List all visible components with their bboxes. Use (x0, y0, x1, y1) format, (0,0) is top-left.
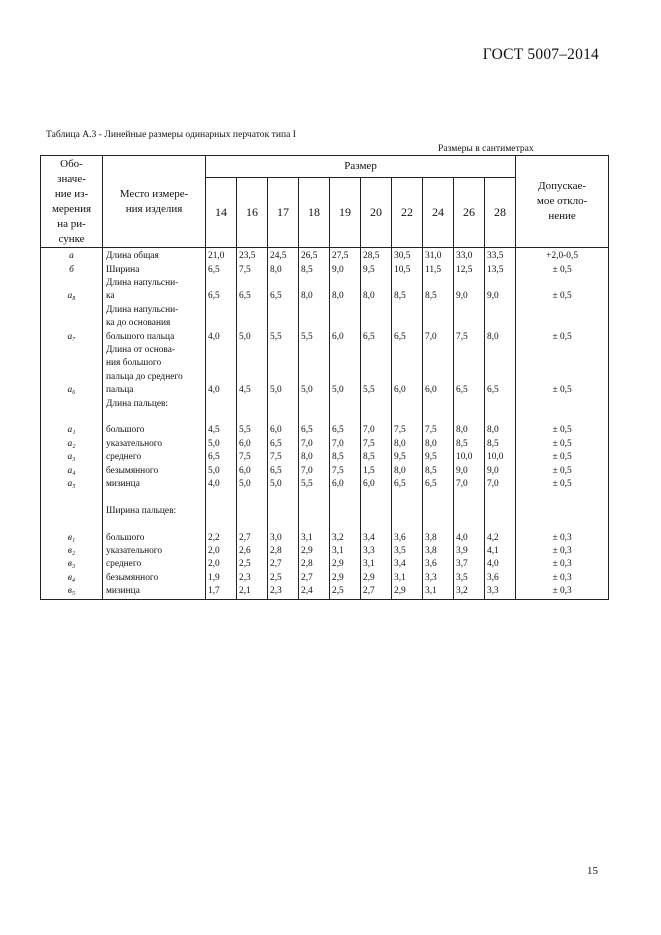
value-cell: 2,9 (392, 585, 423, 599)
value-cell: 7,0 (485, 478, 516, 491)
designation-cell: в₅ (41, 585, 103, 599)
value-cell (237, 505, 268, 518)
size-header: 26 (454, 178, 485, 248)
value-cell: 3,3 (361, 545, 392, 558)
size-header: 18 (299, 178, 330, 248)
value-cell: 3,6 (485, 572, 516, 585)
value-cell: 9,5 (392, 451, 423, 464)
value-cell: 10,5 (392, 264, 423, 277)
value-cell (423, 491, 454, 504)
size-header: 16 (237, 178, 268, 248)
place-cell: Длина напульсни- ка до основания большого пальца (103, 304, 206, 344)
value-cell: 2,1 (237, 585, 268, 599)
value-cell: 6,0 (237, 465, 268, 478)
value-cell (423, 411, 454, 424)
value-cell: 2,8 (299, 558, 330, 571)
value-cell: 6,0 (237, 438, 268, 451)
value-cell (454, 398, 485, 411)
tolerance-cell: ± 0,5 (516, 478, 609, 491)
size-header: 17 (268, 178, 299, 248)
value-cell (485, 491, 516, 504)
value-cell (392, 411, 423, 424)
designation-cell (41, 505, 103, 518)
place-cell: Ширина (103, 264, 206, 277)
value-cell (206, 398, 237, 411)
value-cell: 6,0 (330, 304, 361, 344)
value-cell: 2,5 (237, 558, 268, 571)
tolerance-cell: ± 0,3 (516, 572, 609, 585)
tolerance-cell: ± 0,5 (516, 304, 609, 344)
value-cell: 9,5 (423, 451, 454, 464)
designation-cell: а₈ (41, 277, 103, 304)
value-cell: 13,5 (485, 264, 516, 277)
designation-cell: в₂ (41, 545, 103, 558)
tolerance-cell (516, 411, 609, 424)
value-cell: 3,2 (330, 532, 361, 545)
value-cell: 7,0 (299, 438, 330, 451)
value-cell: 24,5 (268, 248, 299, 264)
value-cell: 6,5 (392, 304, 423, 344)
value-cell: 6,5 (206, 277, 237, 304)
value-cell: 10,0 (485, 451, 516, 464)
value-cell (299, 518, 330, 531)
tolerance-cell: +2,0-0,5 (516, 248, 609, 264)
value-cell: 6,0 (423, 344, 454, 398)
value-cell: 2,9 (361, 572, 392, 585)
value-cell: 5,5 (268, 304, 299, 344)
designation-cell: а₆ (41, 344, 103, 398)
place-cell: указательного (103, 438, 206, 451)
value-cell: 2,0 (206, 558, 237, 571)
value-cell (268, 491, 299, 504)
tolerance-cell (516, 505, 609, 518)
value-cell: 8,0 (361, 277, 392, 304)
value-cell: 6,0 (361, 478, 392, 491)
place-cell: Длина от основа- ния большого пальца до среднего пальца (103, 344, 206, 398)
table-row (41, 518, 609, 531)
place-cell: Длина напульсни- ка (103, 277, 206, 304)
designation-cell: а₂ (41, 438, 103, 451)
tolerance-cell (516, 518, 609, 531)
value-cell: 8,5 (330, 451, 361, 464)
value-cell (237, 518, 268, 531)
value-cell: 3,1 (361, 558, 392, 571)
designation-cell (41, 398, 103, 411)
value-cell (299, 411, 330, 424)
value-cell (485, 398, 516, 411)
value-cell: 6,5 (423, 478, 454, 491)
value-cell (454, 518, 485, 531)
value-cell: 3,2 (454, 585, 485, 599)
value-cell: 8,0 (392, 465, 423, 478)
standard-code: ГОСТ 5007–2014 (482, 46, 599, 63)
table-row (41, 248, 609, 264)
value-cell: 2,3 (237, 572, 268, 585)
value-cell: 7,5 (237, 451, 268, 464)
value-cell: 5,0 (206, 438, 237, 451)
value-cell: 2,4 (299, 585, 330, 599)
value-cell: 2,0 (206, 545, 237, 558)
value-cell (485, 505, 516, 518)
designation-cell: а₃ (41, 451, 103, 464)
value-cell: 5,0 (330, 344, 361, 398)
value-cell (330, 398, 361, 411)
designation-cell: б (41, 264, 103, 277)
table-row (41, 277, 609, 304)
value-cell: 1,7 (206, 585, 237, 599)
table-row (41, 264, 609, 277)
value-cell (361, 398, 392, 411)
table-row (41, 532, 609, 545)
place-cell: Ширина пальцев: (103, 505, 206, 518)
value-cell: 8,0 (268, 264, 299, 277)
value-cell: 3,1 (299, 532, 330, 545)
value-cell (454, 505, 485, 518)
value-cell: 2,5 (268, 572, 299, 585)
table-row (41, 491, 609, 504)
value-cell (392, 491, 423, 504)
value-cell: 8,5 (423, 277, 454, 304)
value-cell (330, 518, 361, 531)
place-cell: безымянного (103, 572, 206, 585)
value-cell: 12,5 (454, 264, 485, 277)
table-row (41, 424, 609, 437)
place-cell (103, 411, 206, 424)
value-cell (485, 411, 516, 424)
value-cell (423, 505, 454, 518)
value-cell (299, 491, 330, 504)
table-row (41, 545, 609, 558)
value-cell: 6,5 (454, 344, 485, 398)
value-cell (361, 411, 392, 424)
value-cell: 4,1 (485, 545, 516, 558)
table-row (41, 304, 609, 344)
value-cell (268, 398, 299, 411)
value-cell: 5,0 (268, 478, 299, 491)
table-row (41, 478, 609, 491)
designation-cell (41, 491, 103, 504)
value-cell: 3,1 (330, 545, 361, 558)
designation-cell: а₇ (41, 304, 103, 344)
tolerance-cell: ± 0,3 (516, 545, 609, 558)
value-cell (268, 411, 299, 424)
value-cell (392, 505, 423, 518)
value-cell: 2,6 (237, 545, 268, 558)
tolerance-cell: ± 0,5 (516, 424, 609, 437)
table-row (41, 585, 609, 599)
header-designation: Обо- значе- ние из- мерения на ри- сунке (41, 156, 103, 248)
value-cell: 9,0 (485, 465, 516, 478)
value-cell (299, 505, 330, 518)
value-cell: 7,0 (361, 424, 392, 437)
value-cell (361, 491, 392, 504)
value-cell: 6,0 (330, 478, 361, 491)
value-cell: 2,7 (237, 532, 268, 545)
value-cell: 3,6 (423, 558, 454, 571)
value-cell (454, 491, 485, 504)
tolerance-cell: ± 0,3 (516, 585, 609, 599)
designation-cell: в₄ (41, 572, 103, 585)
value-cell: 8,0 (454, 424, 485, 437)
table-row (41, 465, 609, 478)
value-cell: 3,4 (361, 532, 392, 545)
value-cell: 31,0 (423, 248, 454, 264)
value-cell (299, 398, 330, 411)
value-cell: 7,5 (268, 451, 299, 464)
value-cell: 2,7 (361, 585, 392, 599)
value-cell: 8,5 (392, 277, 423, 304)
tolerance-cell: ± 0,5 (516, 344, 609, 398)
designation-cell: а₄ (41, 465, 103, 478)
value-cell (206, 518, 237, 531)
tolerance-cell: ± 0,3 (516, 558, 609, 571)
size-header: 14 (206, 178, 237, 248)
value-cell: 9,0 (454, 277, 485, 304)
value-cell: 4,0 (454, 532, 485, 545)
value-cell: 2,7 (268, 558, 299, 571)
value-cell: 7,5 (330, 465, 361, 478)
value-cell: 4,0 (206, 304, 237, 344)
size-header: 22 (392, 178, 423, 248)
header-place: Место измере- ния изделия (103, 156, 206, 248)
value-cell: 9,5 (361, 264, 392, 277)
place-cell (103, 491, 206, 504)
value-cell: 8,0 (485, 424, 516, 437)
value-cell: 6,5 (268, 277, 299, 304)
value-cell: 7,0 (423, 304, 454, 344)
value-cell: 6,5 (206, 451, 237, 464)
tolerance-cell (516, 398, 609, 411)
value-cell: 7,5 (237, 264, 268, 277)
value-cell: 8,5 (485, 438, 516, 451)
value-cell: 3,4 (392, 558, 423, 571)
value-cell (206, 491, 237, 504)
value-cell (206, 505, 237, 518)
value-cell: 3,8 (423, 545, 454, 558)
value-cell: 6,5 (268, 465, 299, 478)
value-cell: 1,5 (361, 465, 392, 478)
value-cell: 3,8 (423, 532, 454, 545)
value-cell: 8,5 (454, 438, 485, 451)
value-cell: 3,0 (268, 532, 299, 545)
tolerance-cell: ± 0,3 (516, 532, 609, 545)
value-cell: 4,0 (206, 344, 237, 398)
value-cell: 7,0 (454, 478, 485, 491)
value-cell: 28,5 (361, 248, 392, 264)
designation-cell (41, 411, 103, 424)
value-cell: 8,0 (330, 277, 361, 304)
value-cell: 4,2 (485, 532, 516, 545)
designation-cell: а₁ (41, 424, 103, 437)
value-cell: 3,7 (454, 558, 485, 571)
value-cell: 3,5 (392, 545, 423, 558)
place-cell (103, 518, 206, 531)
value-cell: 6,5 (206, 264, 237, 277)
value-cell: 7,0 (299, 465, 330, 478)
value-cell: 7,5 (392, 424, 423, 437)
value-cell: 4,5 (206, 424, 237, 437)
designation-cell: в₁ (41, 532, 103, 545)
value-cell: 3,1 (423, 585, 454, 599)
size-header: 28 (485, 178, 516, 248)
value-cell: 11,5 (423, 264, 454, 277)
value-cell: 4,0 (206, 478, 237, 491)
value-cell: 2,8 (268, 545, 299, 558)
tolerance-cell: ± 0,5 (516, 451, 609, 464)
value-cell (330, 411, 361, 424)
value-cell (330, 505, 361, 518)
size-header: 24 (423, 178, 454, 248)
value-cell (423, 398, 454, 411)
table-row (41, 558, 609, 571)
value-cell: 6,5 (392, 478, 423, 491)
dimensions-table (40, 155, 609, 600)
value-cell: 2,5 (330, 585, 361, 599)
place-cell: среднего (103, 451, 206, 464)
value-cell: 5,0 (268, 344, 299, 398)
value-cell: 3,6 (392, 532, 423, 545)
value-cell: 3,3 (423, 572, 454, 585)
tolerance-cell: ± 0,5 (516, 277, 609, 304)
units-note: Размеры в сантиметрах (438, 143, 534, 154)
value-cell: 26,5 (299, 248, 330, 264)
place-cell: среднего (103, 558, 206, 571)
table-row (41, 411, 609, 424)
value-cell: 33,5 (485, 248, 516, 264)
value-cell (485, 518, 516, 531)
value-cell: 5,0 (237, 478, 268, 491)
value-cell: 7,5 (361, 438, 392, 451)
value-cell: 5,5 (237, 424, 268, 437)
value-cell: 6,5 (330, 424, 361, 437)
value-cell (361, 505, 392, 518)
page-number: 15 (587, 865, 598, 877)
table-row (41, 572, 609, 585)
table-row (41, 505, 609, 518)
tolerance-cell (516, 491, 609, 504)
value-cell (454, 411, 485, 424)
value-cell: 6,5 (485, 344, 516, 398)
value-cell: 9,0 (330, 264, 361, 277)
tolerance-cell: ± 0,5 (516, 438, 609, 451)
value-cell: 2,9 (330, 558, 361, 571)
place-cell: большого (103, 532, 206, 545)
value-cell: 3,3 (485, 585, 516, 599)
tolerance-cell: ± 0,5 (516, 465, 609, 478)
value-cell: 5,5 (299, 478, 330, 491)
value-cell: 7,0 (330, 438, 361, 451)
value-cell: 5,5 (299, 304, 330, 344)
table-row (41, 344, 609, 398)
value-cell: 1,9 (206, 572, 237, 585)
place-cell: Длина общая (103, 248, 206, 264)
designation-cell: а (41, 248, 103, 264)
value-cell: 8,5 (361, 451, 392, 464)
value-cell (268, 518, 299, 531)
value-cell: 3,9 (454, 545, 485, 558)
table-row (41, 451, 609, 464)
place-cell: указательного (103, 545, 206, 558)
value-cell (330, 491, 361, 504)
header-tolerance: Допускае- мое откло- нение (516, 156, 609, 248)
header-size-group: Размер (206, 156, 516, 178)
value-cell (423, 518, 454, 531)
value-cell: 2,3 (268, 585, 299, 599)
place-cell: Длина пальцев: (103, 398, 206, 411)
value-cell: 6,5 (237, 277, 268, 304)
tolerance-cell: ± 0,5 (516, 264, 609, 277)
value-cell: 33,0 (454, 248, 485, 264)
value-cell: 6,0 (268, 424, 299, 437)
place-cell: мизинца (103, 585, 206, 599)
value-cell: 21,0 (206, 248, 237, 264)
value-cell: 5,5 (361, 344, 392, 398)
value-cell: 8,0 (423, 438, 454, 451)
value-cell (237, 398, 268, 411)
value-cell: 5,0 (206, 465, 237, 478)
size-header: 19 (330, 178, 361, 248)
value-cell: 6,5 (361, 304, 392, 344)
value-cell: 27,5 (330, 248, 361, 264)
designation-cell: в₃ (41, 558, 103, 571)
value-cell (268, 505, 299, 518)
value-cell: 7,5 (423, 424, 454, 437)
value-cell: 4,5 (237, 344, 268, 398)
value-cell: 9,0 (485, 277, 516, 304)
place-cell: безымянного (103, 465, 206, 478)
value-cell: 6,5 (268, 438, 299, 451)
value-cell (237, 411, 268, 424)
value-cell: 8,5 (299, 264, 330, 277)
table-row (41, 398, 609, 411)
value-cell: 23,5 (237, 248, 268, 264)
value-cell: 30,5 (392, 248, 423, 264)
value-cell: 2,9 (299, 545, 330, 558)
value-cell (361, 518, 392, 531)
value-cell: 2,9 (330, 572, 361, 585)
value-cell: 7,5 (454, 304, 485, 344)
value-cell: 8,0 (299, 277, 330, 304)
place-cell: большого (103, 424, 206, 437)
value-cell (237, 491, 268, 504)
value-cell: 5,0 (237, 304, 268, 344)
value-cell: 9,0 (454, 465, 485, 478)
value-cell (392, 518, 423, 531)
value-cell (206, 411, 237, 424)
value-cell (392, 398, 423, 411)
designation-cell: а₅ (41, 478, 103, 491)
table-row (41, 438, 609, 451)
place-cell: мизинца (103, 478, 206, 491)
value-cell: 8,0 (392, 438, 423, 451)
value-cell: 6,0 (392, 344, 423, 398)
designation-cell (41, 518, 103, 531)
value-cell: 2,2 (206, 532, 237, 545)
value-cell: 8,0 (485, 304, 516, 344)
value-cell: 8,5 (423, 465, 454, 478)
value-cell: 6,5 (299, 424, 330, 437)
size-header: 20 (361, 178, 392, 248)
value-cell: 3,5 (454, 572, 485, 585)
value-cell: 8,0 (299, 451, 330, 464)
table-caption: Таблица А.3 - Линейные размеры одинарных перчаток типа I (46, 129, 296, 140)
value-cell: 5,0 (299, 344, 330, 398)
value-cell: 4,0 (485, 558, 516, 571)
value-cell: 10,0 (454, 451, 485, 464)
value-cell: 3,1 (392, 572, 423, 585)
value-cell: 2,7 (299, 572, 330, 585)
